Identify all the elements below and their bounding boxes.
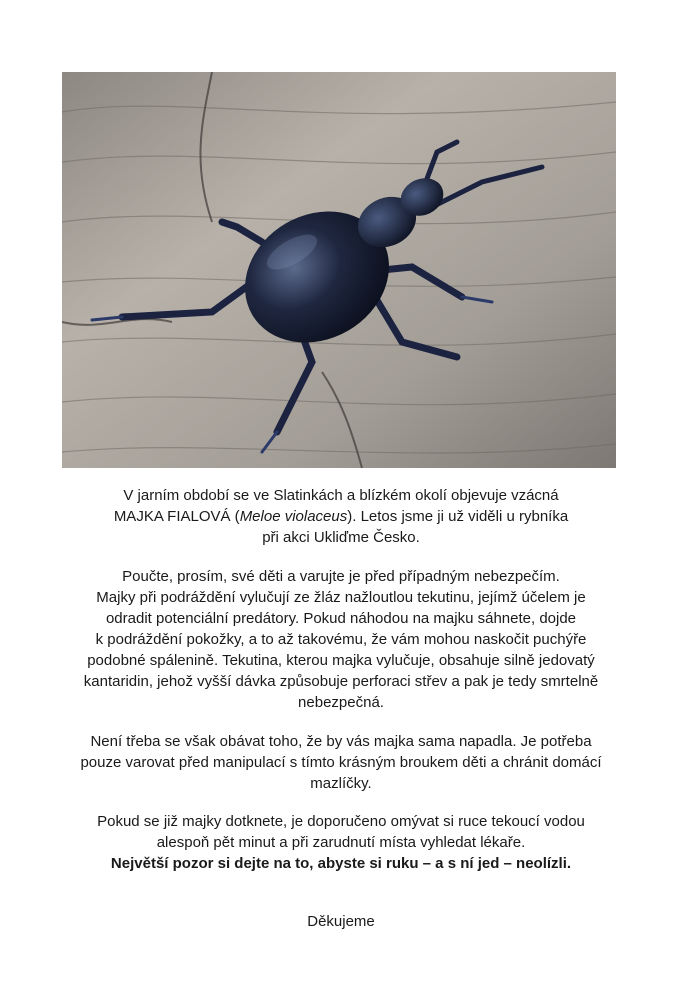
warning-line: odradit potenciální predátory. Pokud náhodou na majku sáhnete, dojde <box>105 610 577 627</box>
intro-line-2-suffix: ). Letos jsme ji už viděli u rybníka <box>347 508 569 525</box>
warning-line: nebezpečná. <box>298 694 384 711</box>
warning-paragraph <box>62 566 620 713</box>
reassurance-line: mazlíčky. <box>310 775 372 792</box>
warning-line: podobné spálenině. Tekutina, kterou majka vylučuje, obsahuje silně jedovatý <box>87 652 595 669</box>
closing-thanks: Děkujeme <box>307 913 375 930</box>
beetle-illustration <box>62 72 616 468</box>
reassurance-line: pouze varovat před manipulací s tímto krásným broukem děti a chránit domácí <box>80 754 602 771</box>
advice-bold-warning: Největší pozor si dejte na to, abyste si ruku – a s ní jed – neolízli. <box>110 855 572 872</box>
warning-line: kantaridin, jehož vyšší dávka způsobuje perforaci střev a pak je tedy smrtelně <box>83 673 599 690</box>
advice-line: alespoň pět minut a při zarudnutí místa vyhledat lékaře. <box>156 834 526 851</box>
intro-line-1: V jarním období se ve Slatinkách a blízkém okolí objevuje vzácná <box>123 487 559 504</box>
species-name: MAJKA FIALOVÁ ( <box>113 508 240 525</box>
warning-line: k podráždění pokožky, a to až takovému, že vám mohou naskočit puchýře <box>95 631 587 648</box>
intro-line-3: při akci Ukliďme Česko. <box>262 529 420 546</box>
latin-name: Meloe violaceus <box>239 508 348 525</box>
advice-line: Pokud se již majky dotknete, je doporučeno omývat si ruce tekoucí vodou <box>97 813 585 830</box>
intro-paragraph <box>62 485 620 548</box>
intro-line-2 <box>62 506 620 527</box>
advice-paragraph <box>62 811 620 874</box>
beetle-photo <box>62 72 616 468</box>
warning-line: Majky při podráždění vylučují ze žláz nažloutlou tekutinu, jejímž účelem je <box>96 589 586 606</box>
reassurance-line: Není třeba se však obávat toho, že by vás majka sama napadla. Je potřeba <box>90 733 592 750</box>
warning-line: Poučte, prosím, své děti a varujte je před případným nebezpečím. <box>122 568 560 585</box>
reassurance-paragraph <box>62 731 620 794</box>
